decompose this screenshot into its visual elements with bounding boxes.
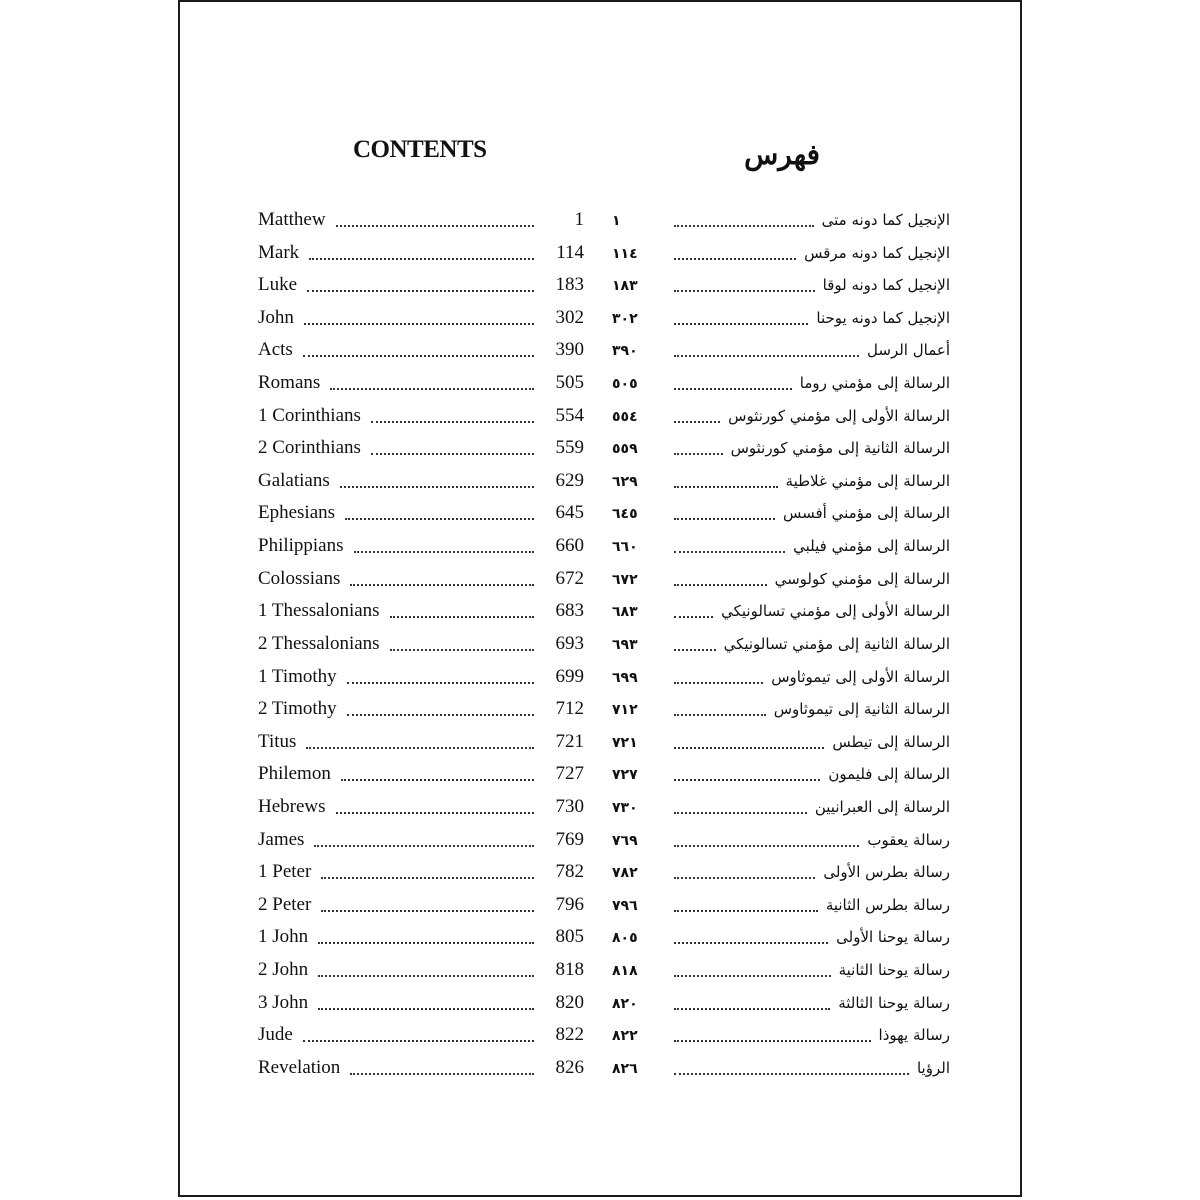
- dot-leader: [306, 747, 534, 749]
- english-page-number: 712: [555, 698, 584, 720]
- dot-leader: [318, 1008, 534, 1010]
- dot-leader: [347, 714, 534, 716]
- dot-leader: [674, 682, 763, 684]
- english-page-number: 727: [555, 763, 584, 785]
- english-book-title: James: [258, 828, 305, 850]
- arabic-book-title: الإنجيل كما دونه يوحنا: [816, 308, 950, 327]
- english-toc-row: [258, 499, 584, 527]
- arabic-toc-row: [612, 336, 950, 364]
- arabic-page-number: ٣٩٠: [612, 343, 638, 360]
- english-toc-row: [258, 1021, 584, 1049]
- english-book-title: 2 Peter: [258, 893, 312, 915]
- dot-leader: [336, 225, 534, 227]
- arabic-book-title: الرسالة الثانية إلى تيموثاوس: [773, 700, 950, 719]
- arabic-toc-row: [612, 1021, 950, 1049]
- arabic-page-number: ٦٦٠: [612, 539, 638, 556]
- english-page-number: 554: [555, 404, 584, 426]
- arabic-book-title: الرسالة إلى مؤمني كولوسي: [774, 569, 950, 588]
- arabic-contents-heading: فهرس: [744, 140, 820, 171]
- english-toc-row: [258, 989, 584, 1017]
- arabic-toc-row: [612, 989, 950, 1017]
- english-book-title: Titus: [258, 730, 297, 752]
- english-toc-row: [258, 728, 584, 756]
- dot-leader: [318, 942, 534, 944]
- arabic-toc-row: [612, 467, 950, 495]
- english-book-title: Mark: [258, 241, 300, 263]
- dot-leader: [330, 388, 534, 390]
- arabic-book-title: الرسالة إلى فليمون: [828, 765, 950, 784]
- dot-leader: [674, 290, 815, 292]
- english-book-title: Matthew: [258, 209, 326, 230]
- arabic-toc-row: [612, 663, 950, 691]
- arabic-book-title: الإنجيل كما دونه مرقس: [804, 243, 950, 262]
- arabic-page-number: ١١٤: [612, 245, 638, 262]
- dot-leader: [674, 355, 859, 357]
- dot-leader: [674, 779, 820, 781]
- dot-leader: [371, 421, 534, 423]
- arabic-book-title: الرسالة إلى مؤمني غلاطية: [785, 471, 950, 490]
- arabic-toc-row: [612, 695, 950, 723]
- dot-leader: [674, 910, 818, 912]
- english-book-title: Galatians: [258, 469, 330, 491]
- english-page-number: 693: [555, 632, 584, 654]
- english-toc-row: [258, 760, 584, 788]
- english-page-number: 820: [555, 991, 584, 1013]
- dot-leader: [674, 1008, 830, 1010]
- english-toc-row: [258, 532, 584, 560]
- english-toc-row: [258, 663, 584, 691]
- english-book-title: Philemon: [258, 763, 331, 785]
- arabic-toc-row: [612, 956, 950, 984]
- arabic-page-number: ٧٢٧: [612, 767, 638, 784]
- arabic-book-title: رسالة يهوذا: [878, 1026, 950, 1045]
- english-book-title: 2 Thessalonians: [258, 632, 380, 654]
- arabic-book-title: رسالة يوحنا الثالثة: [838, 993, 950, 1012]
- dot-leader: [674, 942, 828, 944]
- english-book-title: Acts: [258, 339, 293, 361]
- dot-leader: [674, 551, 785, 553]
- arabic-book-title: رسالة يوحنا الثانية: [838, 961, 950, 980]
- english-book-title: Philippians: [258, 535, 344, 557]
- arabic-page-number: ٨٢٦: [612, 1060, 638, 1077]
- english-page-number: 114: [556, 241, 584, 263]
- arabic-book-title: الرسالة الثانية إلى مؤمني تسالونيكي: [723, 634, 950, 653]
- english-page-number: 769: [555, 828, 584, 850]
- arabic-page-number: ٥٥٤: [612, 408, 638, 425]
- english-book-title: 3 John: [258, 991, 309, 1013]
- dot-leader: [674, 616, 713, 618]
- english-page-number: 805: [555, 926, 584, 948]
- dot-leader: [674, 453, 723, 455]
- dot-leader: [354, 551, 534, 553]
- english-toc-row: [258, 565, 584, 593]
- arabic-book-title: أعمال الرسل: [867, 341, 950, 360]
- dot-leader: [303, 355, 534, 357]
- arabic-page-number: ٥٥٩: [612, 441, 638, 458]
- dot-leader: [674, 747, 824, 749]
- dot-leader: [674, 845, 859, 847]
- english-toc-row: [258, 956, 584, 984]
- arabic-toc-row: [612, 597, 950, 625]
- arabic-toc-row: [612, 793, 950, 821]
- arabic-book-title: رسالة يوحنا الأولى: [836, 928, 950, 947]
- arabic-book-title: الرسالة إلى مؤمني فيلبي: [793, 537, 950, 556]
- arabic-book-title: الإنجيل كما دونه لوقا: [822, 276, 950, 295]
- dot-leader: [674, 877, 815, 879]
- dot-leader: [318, 975, 534, 977]
- arabic-book-title: رسالة بطرس الثانية: [825, 895, 950, 914]
- dot-leader: [674, 518, 775, 520]
- dot-leader: [674, 975, 831, 977]
- arabic-book-title: الإنجيل كما دونه متى: [821, 211, 950, 229]
- dot-leader: [340, 486, 534, 488]
- english-book-title: Hebrews: [258, 795, 326, 817]
- english-page-number: 660: [555, 535, 584, 557]
- english-book-title: 1 Timothy: [258, 665, 337, 687]
- arabic-toc-row: [612, 532, 950, 560]
- english-book-title: 1 Thessalonians: [258, 600, 380, 622]
- arabic-book-title: الرسالة الأولى إلى مؤمني كورنثوس: [728, 406, 950, 425]
- english-book-title: 1 John: [258, 926, 309, 948]
- english-page-number: 826: [555, 1056, 584, 1078]
- arabic-page-number: ٧٦٩: [612, 832, 638, 849]
- dot-leader: [674, 323, 808, 325]
- english-toc-row: [258, 1054, 584, 1082]
- arabic-toc-row: [612, 271, 950, 299]
- arabic-toc-row: [612, 826, 950, 854]
- english-book-title: Romans: [258, 372, 321, 394]
- arabic-page-number: ٨٢٠: [612, 995, 638, 1012]
- arabic-book-title: الرسالة إلى تيطس: [832, 732, 950, 751]
- english-page-number: 818: [555, 959, 584, 981]
- dot-leader: [304, 323, 534, 325]
- dot-leader: [390, 649, 534, 651]
- english-book-title: Ephesians: [258, 502, 336, 524]
- dot-leader: [336, 812, 534, 814]
- english-toc-row: [258, 467, 584, 495]
- arabic-toc-row: [612, 923, 950, 951]
- english-page-number: 390: [555, 339, 584, 361]
- english-page-number: 730: [555, 795, 584, 817]
- english-page-number: 699: [555, 665, 584, 687]
- arabic-page-number: ٨٠٥: [612, 930, 638, 947]
- arabic-page-number: ٨٢٢: [612, 1028, 638, 1045]
- english-page-number: 1: [574, 209, 584, 230]
- english-toc-row: [258, 239, 584, 267]
- arabic-page-number: ٦٤٥: [612, 506, 638, 523]
- arabic-toc-row: [612, 499, 950, 527]
- arabic-book-title: الرسالة الأولى إلى تيموثاوس: [771, 667, 950, 686]
- english-page-number: 559: [555, 437, 584, 459]
- dot-leader: [321, 910, 534, 912]
- arabic-toc-row: [612, 1054, 950, 1082]
- english-book-title: 1 Peter: [258, 861, 312, 883]
- dot-leader: [303, 1040, 534, 1042]
- dot-leader: [307, 290, 534, 292]
- arabic-page-number: ٦٨٣: [612, 604, 638, 621]
- english-toc-row: [258, 793, 584, 821]
- english-page-number: 183: [555, 274, 584, 296]
- dot-leader: [674, 649, 716, 651]
- arabic-toc-row: [612, 206, 950, 234]
- english-toc-row: [258, 630, 584, 658]
- english-book-title: Colossians: [258, 567, 341, 589]
- dot-leader: [371, 453, 534, 455]
- dot-leader: [674, 812, 807, 814]
- arabic-page-number: ٥٠٥: [612, 376, 638, 393]
- contents-heading: CONTENTS: [353, 136, 487, 163]
- arabic-toc-row: [612, 760, 950, 788]
- dot-leader: [674, 258, 796, 260]
- arabic-page-number: ٧٣٠: [612, 799, 638, 816]
- dot-leader: [674, 421, 720, 423]
- arabic-page-number: ٧١٢: [612, 702, 638, 719]
- english-page-number: 782: [555, 861, 584, 883]
- english-book-title: 2 Timothy: [258, 698, 337, 720]
- dot-leader: [674, 1040, 871, 1042]
- english-page-number: 645: [555, 502, 584, 524]
- english-book-title: 2 Corinthians: [258, 437, 361, 459]
- dot-leader: [674, 714, 766, 716]
- arabic-toc-row: [612, 434, 950, 462]
- dot-leader: [345, 518, 534, 520]
- arabic-book-title: الرسالة إلى العبرانيين: [814, 797, 950, 816]
- dot-leader: [674, 486, 778, 488]
- english-page-number: 629: [555, 469, 584, 491]
- english-page-number: 302: [555, 306, 584, 328]
- english-book-title: John: [258, 306, 294, 328]
- arabic-toc-row: [612, 858, 950, 886]
- english-toc-row: [258, 369, 584, 397]
- dot-leader: [314, 845, 534, 847]
- arabic-page-number: ١: [612, 213, 621, 229]
- dot-leader: [674, 1073, 909, 1075]
- arabic-toc-row: [612, 239, 950, 267]
- arabic-page-number: ٦٩٣: [612, 636, 638, 653]
- dot-leader: [309, 258, 534, 260]
- english-toc-row: [258, 206, 584, 234]
- arabic-book-title: الرسالة الثانية إلى مؤمني كورنثوس: [730, 439, 950, 458]
- arabic-page-number: ٧٩٦: [612, 897, 638, 914]
- arabic-page-number: ٦٧٢: [612, 571, 638, 588]
- arabic-book-title: رسالة بطرس الأولى: [823, 863, 950, 882]
- dot-leader: [674, 388, 792, 390]
- arabic-page-number: ٨١٨: [612, 963, 638, 980]
- dot-leader: [390, 616, 534, 618]
- english-toc-row: [258, 695, 584, 723]
- dot-leader: [674, 584, 767, 586]
- arabic-toc-row: [612, 402, 950, 430]
- english-book-title: Luke: [258, 274, 298, 296]
- dot-leader: [674, 225, 814, 227]
- arabic-toc-row: [612, 630, 950, 658]
- english-toc-list: [258, 206, 584, 1082]
- english-toc-row: [258, 826, 584, 854]
- dot-leader: [350, 1073, 534, 1075]
- arabic-book-title: رسالة يعقوب: [867, 830, 950, 849]
- english-toc-row: [258, 923, 584, 951]
- english-toc-row: [258, 304, 584, 332]
- english-page-number: 822: [555, 1024, 584, 1046]
- english-toc-row: [258, 434, 584, 462]
- arabic-page-number: ١٨٣: [612, 278, 638, 295]
- english-toc-row: [258, 336, 584, 364]
- arabic-toc-row: [612, 891, 950, 919]
- english-book-title: Jude: [258, 1024, 293, 1046]
- dot-leader: [321, 877, 534, 879]
- english-toc-row: [258, 858, 584, 886]
- arabic-toc-row: [612, 304, 950, 332]
- dot-leader: [347, 682, 534, 684]
- arabic-page-number: ٧٢١: [612, 734, 638, 751]
- arabic-book-title: الرسالة إلى مؤمني روما: [799, 374, 950, 393]
- english-book-title: Revelation: [258, 1056, 341, 1078]
- english-page-number: 672: [555, 567, 584, 589]
- arabic-page-number: ٣٠٢: [612, 310, 638, 327]
- arabic-book-title: الرسالة الأولى إلى مؤمني تسالونيكي: [721, 602, 950, 621]
- english-page-number: 505: [555, 372, 584, 394]
- arabic-page-number: ٦٩٩: [612, 669, 638, 686]
- arabic-page-number: ٧٨٢: [612, 865, 638, 882]
- arabic-toc-list: [612, 206, 950, 1082]
- english-book-title: 2 John: [258, 959, 309, 981]
- arabic-book-title: الرؤيا: [916, 1058, 950, 1077]
- dot-leader: [350, 584, 534, 586]
- english-toc-row: [258, 891, 584, 919]
- english-page-number: 721: [555, 730, 584, 752]
- arabic-page-number: ٦٢٩: [612, 473, 638, 490]
- arabic-book-title: الرسالة إلى مؤمني أفسس: [783, 504, 950, 523]
- english-toc-row: [258, 271, 584, 299]
- english-page-number: 796: [555, 893, 584, 915]
- arabic-toc-row: [612, 565, 950, 593]
- english-toc-row: [258, 597, 584, 625]
- english-book-title: 1 Corinthians: [258, 404, 361, 426]
- dot-leader: [341, 779, 534, 781]
- english-toc-row: [258, 402, 584, 430]
- arabic-toc-row: [612, 369, 950, 397]
- arabic-toc-row: [612, 728, 950, 756]
- english-page-number: 683: [555, 600, 584, 622]
